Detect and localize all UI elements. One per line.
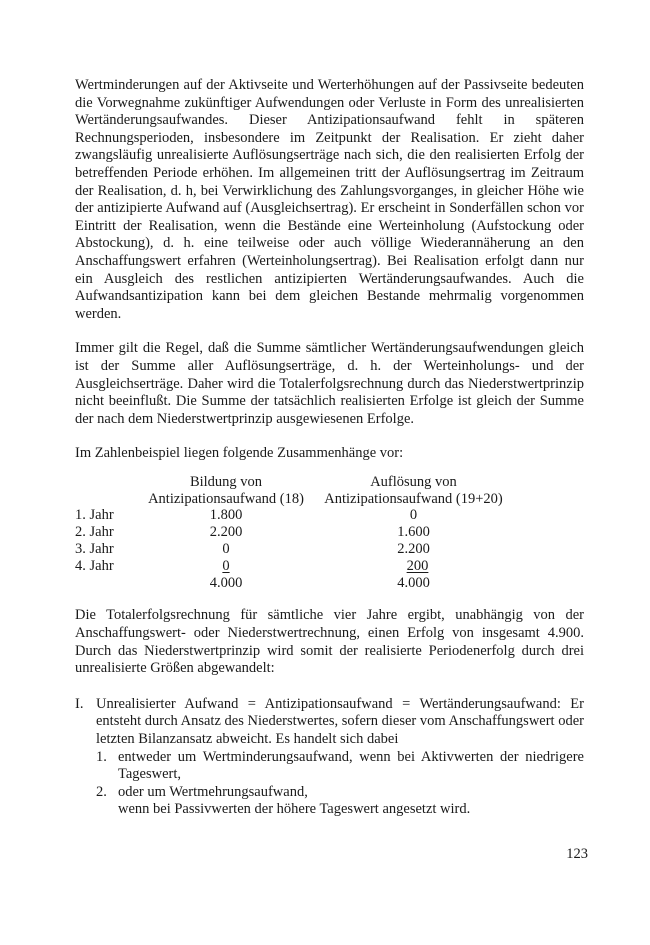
row-value-b: 1.600 xyxy=(397,524,430,541)
table-row xyxy=(75,541,512,558)
table-header-row-1 xyxy=(75,474,512,491)
numbered-list xyxy=(75,696,584,819)
page-number: 123 xyxy=(566,846,588,862)
row-year: 1. Jahr xyxy=(75,507,114,524)
total-b: 4.000 xyxy=(397,574,430,591)
table-total-row xyxy=(75,575,512,592)
example-table xyxy=(75,474,512,592)
list-item-text: Unrealisierter Aufwand = Antizipationsaufwand = Wertänderungsaufwand: Er entsteht durch Ansatz des Niederstwertes, sofern dieser vom Anschaffungswert oder letzten Bilanzansatz abweicht. Es handelt sich dabei xyxy=(96,695,584,748)
row-value-b: 200 xyxy=(406,557,429,574)
sub-item-2-continuation: wenn bei Passivwerten der höhere Tageswert angesetzt wird. xyxy=(118,801,471,818)
paragraph-2: Immer gilt die Regel, daß die Summe sämtlicher Wertänderungsaufwendungen gleich ist der Summe aller Auflösungserträge, d. h. der Werteinholungs- und der Ausgleichserträge. Daher wird die Totalerfolgsrechnung durch das Niederstwertprinzip nicht beeinflußt. Die Summe der tatsächlich realisierten Erfolge ist gleich der Summe der nach dem Niederstwertprinzip ausgewiesenen Erfolge. xyxy=(75,340,584,427)
row-value-b: 2.200 xyxy=(397,541,430,558)
paragraph-4: Die Totalerfolgsrechnung für sämtliche vier Jahre ergibt, unabhängig von der Anschaffungswert- oder Niederstwertrechnung, einen Erfolg von insgesamt 4.900. Durch das Niederstwertprinzip wird somit der realisierte Periodenerfolg durch drei unrealisierte Größen abgewandelt: xyxy=(75,607,584,677)
row-value-a: 0 xyxy=(222,557,230,574)
table-header-row-2 xyxy=(75,491,512,508)
sub-item-number: 1. xyxy=(96,748,107,765)
total-a: 4.000 xyxy=(209,574,243,591)
col1-header-line2: Antizipationsaufwand (18) xyxy=(148,490,304,507)
list-item xyxy=(75,696,584,819)
col2-header-line1: Auflösung von xyxy=(370,473,457,490)
list-marker: I. xyxy=(75,695,84,712)
col1-header-line1: Bildung von xyxy=(189,473,263,490)
table-row xyxy=(75,507,512,524)
sub-item-number: 2. xyxy=(96,783,107,800)
table-row xyxy=(75,524,512,541)
col2-header-line2: Antizipationsaufwand (19+20) xyxy=(324,490,503,507)
row-value-a: 0 xyxy=(222,541,230,558)
sub-item-text: oder um Wertmehrungsaufwand, xyxy=(118,783,308,800)
sub-item-text: entweder um Wertminderungsaufwand, wenn bei Aktivwerten der niedrigere Tageswert, xyxy=(118,748,584,783)
table-row xyxy=(75,558,512,575)
row-value-a: 1.800 xyxy=(209,507,243,524)
paragraph-1: Wertminderungen auf der Aktivseite und Werterhöhungen auf der Passivseite bedeuten die Vorwegnahme zukünftiger Aufwendungen oder Verluste in Form des unrealisierten Wertänderungsaufwandes. Dieser Antizipationsaufwand fehlt in späteren Rechnungsperioden, insbesondere im Zeitpunkt der Realisation. Er zieht daher zwangsläufig unrealisierte Auflösungserträge nach sich, die den realisierten Erfolg der betreffenden Periode erhöhen. Im allgemeinen tritt der Auflösungsertrag im Zeitraum der Realisation, d. h, bei Verwirklichung des Zahlungsvorganges, in gleicher Höhe wie der antizipierte Aufwand auf (Ausgleichsertrag). Er erscheint in Sonderfällen schon vor Eintritt der Realisation, wenn die Bestände eine Werteinholung (Aufstockung oder Abstockung), d. h. eine teilweise oder auch völlige Wiederannäherung an den Anschaffungswert erfahren (Werteinholungsertrag). Bei Realisation erfolgt dann nur ein Ausgleich des restlichen antizipierten Wertänderungsaufwandes. Auch die Aufwandsantizipation kann bei dem gleichen Bestande mehrmalig vorgenommen werden. xyxy=(75,77,584,322)
row-year: 2. Jahr xyxy=(75,524,114,541)
row-value-b: 0 xyxy=(409,507,418,524)
sub-item-1 xyxy=(96,749,584,784)
row-value-a: 2.200 xyxy=(209,524,243,541)
paragraph-3: Im Zahlenbeispiel liegen folgende Zusammenhänge vor: xyxy=(75,445,404,462)
row-year: 3. Jahr xyxy=(75,541,114,558)
row-year: 4. Jahr xyxy=(75,557,114,574)
page-body xyxy=(75,77,584,819)
sub-item-2 xyxy=(96,784,584,802)
